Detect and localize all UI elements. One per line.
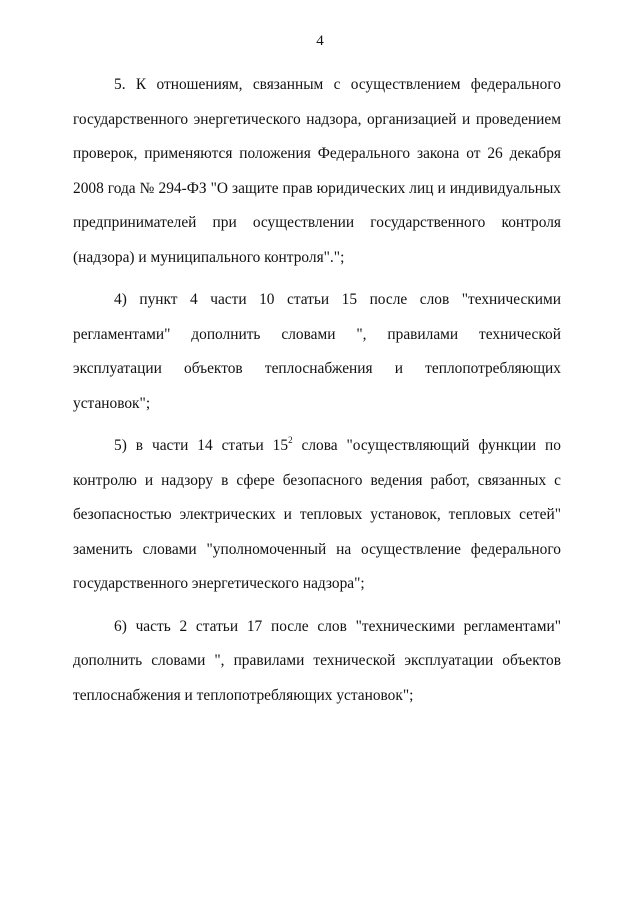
paragraph-subitem-4: 4) пункт 4 части 10 статьи 15 после слов "техническими регламентами" дополнить словами ", правилами технической эксплуатации объектов теплоснабжения и теплопотребляющих установок"; <box>73 291 561 412</box>
paragraph-subitem-5-rest: слова "осуществляющий функции по контролю и надзору в сфере безопасного ведения работ, связанных с безопасностью электрических и тепловых установок, тепловых сетей" заменить словами "уполномоченный на осуществление федерального государственного энергетического надзора"; <box>73 437 561 592</box>
article-superscript: 2 <box>288 435 293 445</box>
paragraph-subitem-5-lead: 5) в части 14 статьи 15 <box>114 437 289 454</box>
page-number: 4 <box>316 33 324 49</box>
paragraph-subitem-5 <box>73 429 561 602</box>
document-body <box>73 68 561 713</box>
paragraph-item-5: 5. К отношениям, связанным с осуществлением федерального государственного энергетического надзора, организацией и проведением проверок, применяются положения Федерального закона от 26 декабря 2008 года № 294-ФЗ "О защите прав юридических лиц и индивидуальных предпринимателей при осуществлении государственного контроля (надзора) и муниципального контроля"."; <box>73 76 561 266</box>
paragraph-subitem-6: 6) часть 2 статьи 17 после слов "техническими регламентами" дополнить словами ", правилами технической эксплуатации объектов теплоснабжения и теплопотребляющих установок"; <box>73 617 561 704</box>
